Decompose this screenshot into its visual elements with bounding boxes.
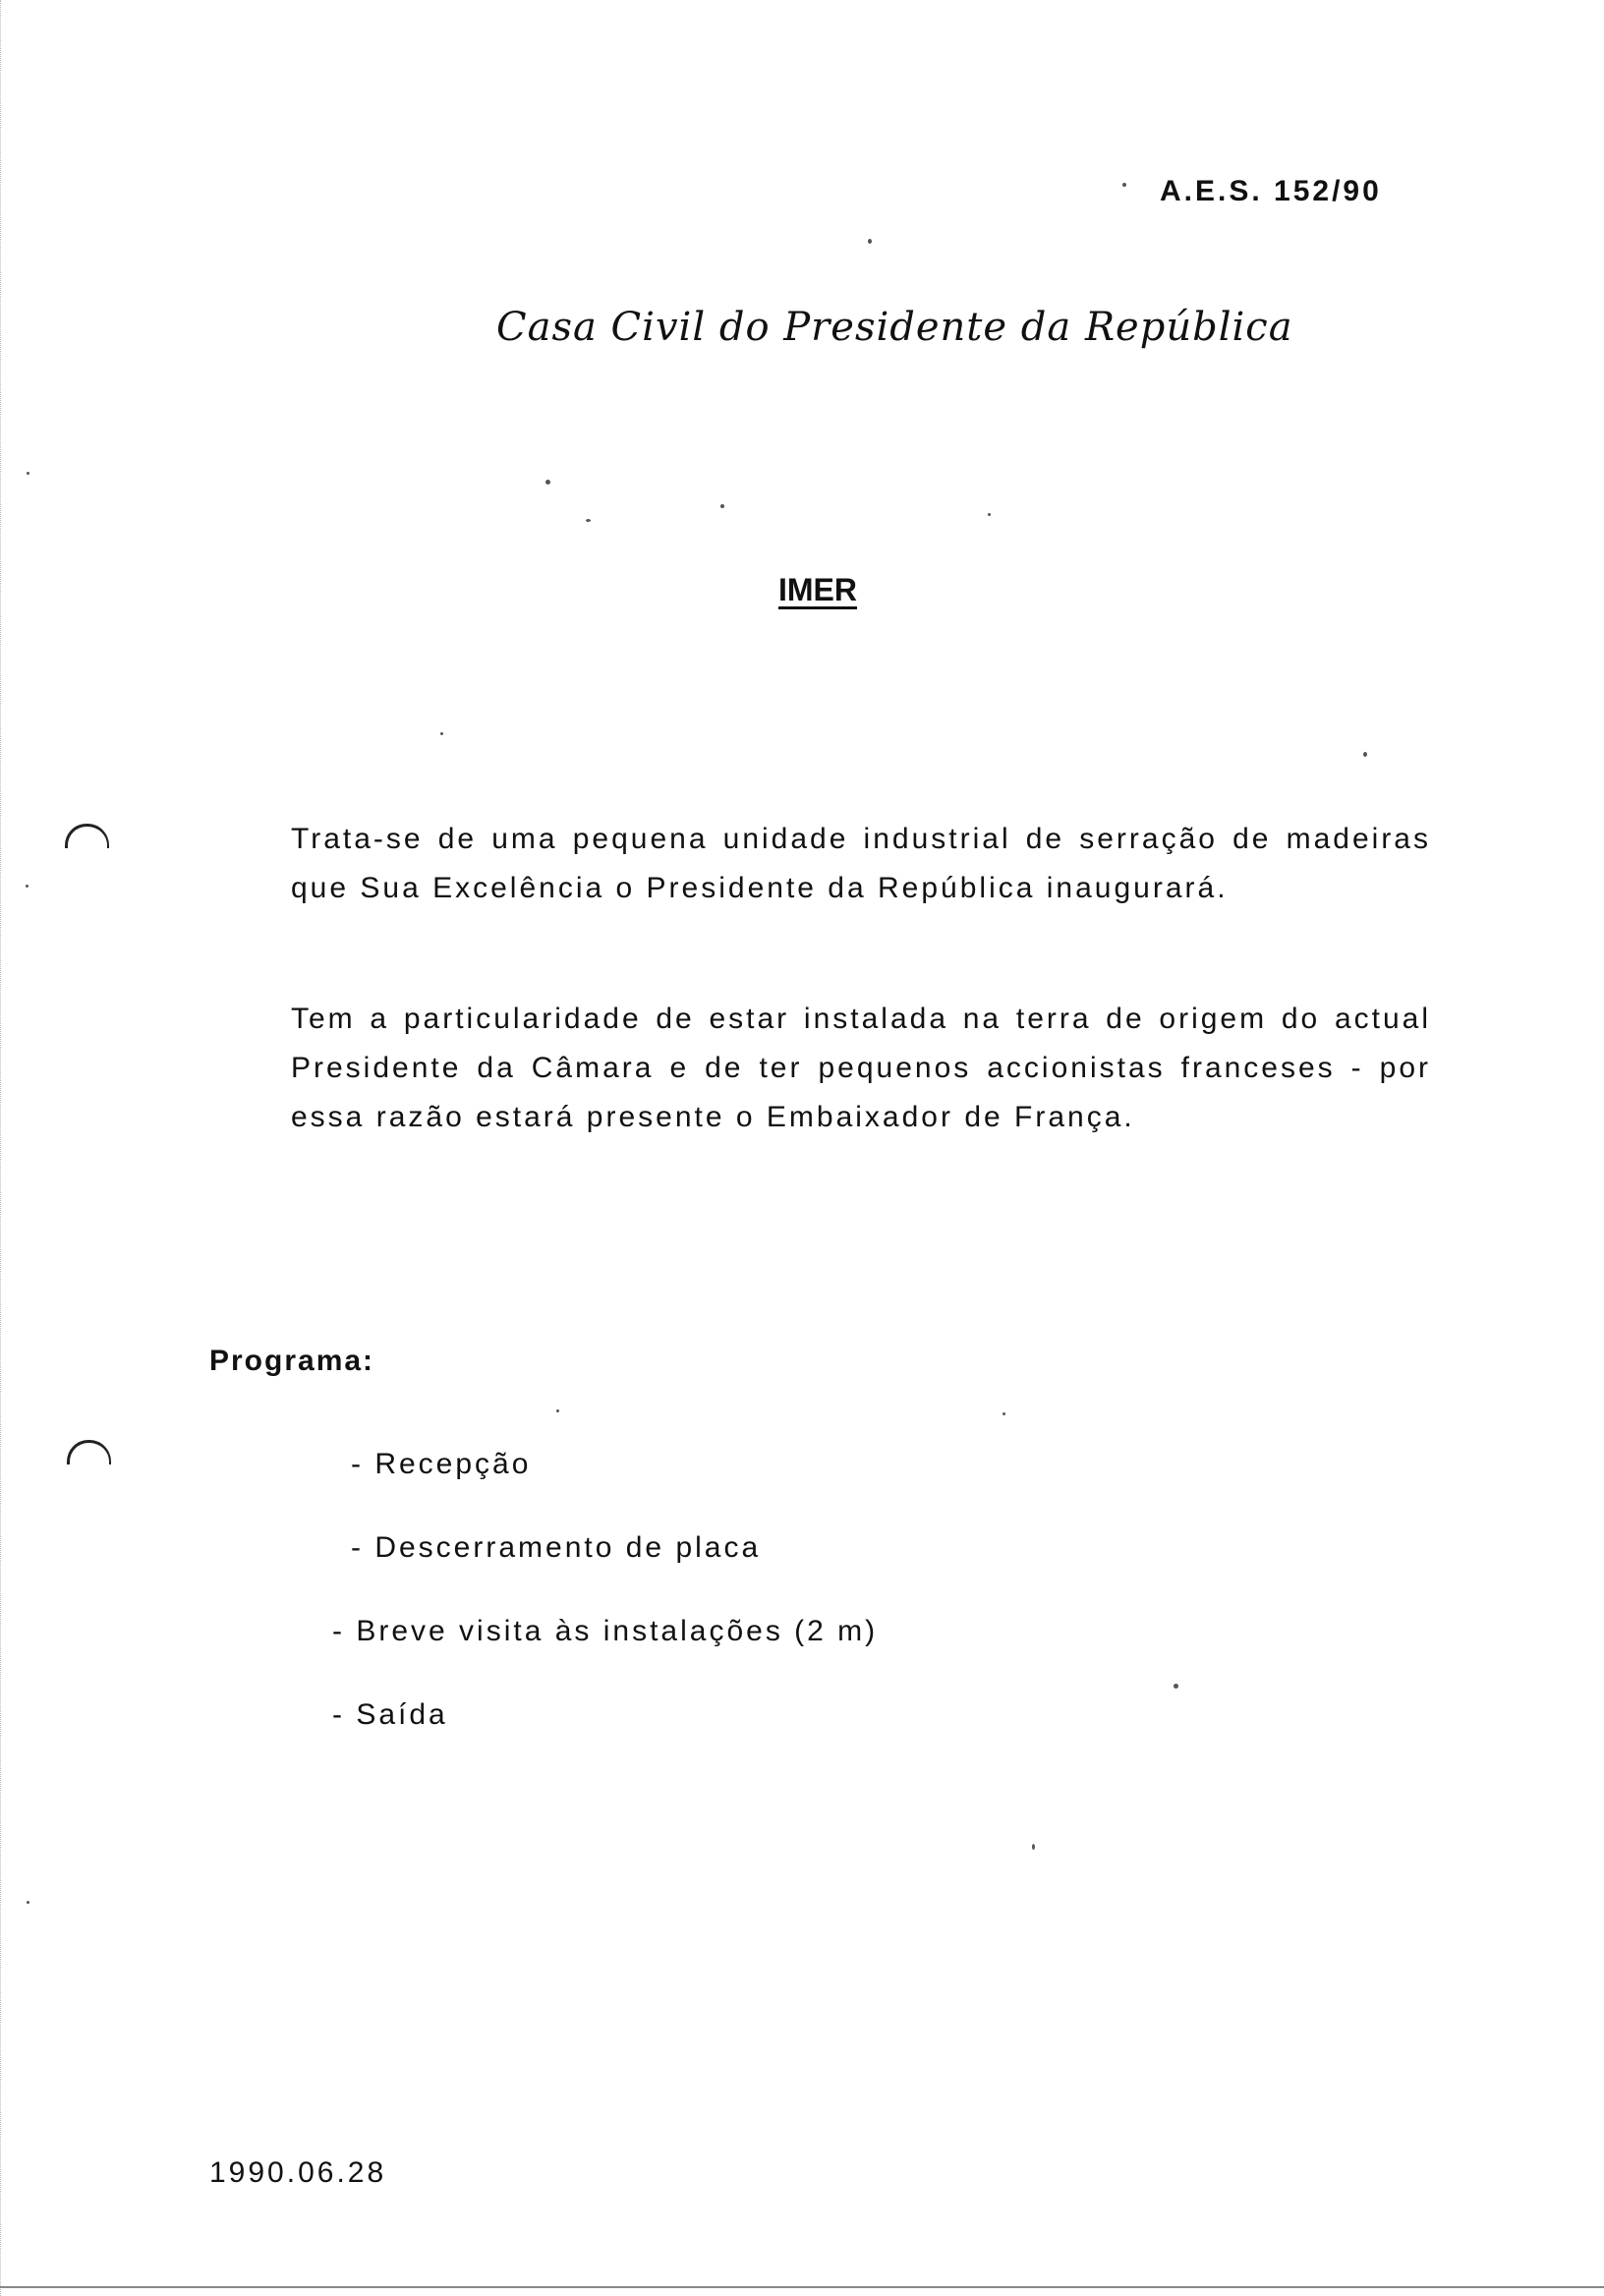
scan-speck [1032,1844,1035,1850]
program-label: Programa: [209,1345,375,1377]
scan-speck [988,513,991,516]
paragraph-2: Tem a particularidade de estar instalada na terra de origem do actual Presidente da Câmara e de ter pequenos accionistas franceses - por essa razão estará presente o Embaixador de França. [291,1003,1431,1133]
punch-hole-mark [67,1440,111,1464]
scan-speck [586,519,591,522]
program-item: - Recepção [351,1448,532,1480]
program-item: - Breve visita às instalações (2 m) [332,1615,879,1647]
scan-edge [0,0,3,2296]
scan-speck [1002,1412,1005,1415]
document-title: IMER [778,572,857,607]
document-date: 1990.06.28 [209,2156,387,2189]
program-item: - Descerramento de placa [351,1531,762,1564]
letterhead: Casa Civil do Presidente da República [496,305,1293,350]
paragraph-1: Trata-se de uma pequena unidade industrial de serração de madeiras que Sua Excelência o Presidente da República inaugurará. [291,823,1431,904]
reference-number: A.E.S. 152/90 [1160,175,1382,207]
scan-speck [545,480,550,485]
scan-speck [556,1409,559,1412]
scan-bottom-edge [0,2286,1604,2288]
scan-speck [27,1901,29,1904]
scan-speck [440,732,443,735]
program-item: - Saída [332,1698,448,1731]
scan-speck [868,239,872,244]
scan-speck [1174,1684,1178,1689]
scan-speck [26,885,29,888]
scan-speck [720,504,724,508]
scan-speck [1363,752,1367,757]
scan-speck [27,472,29,475]
scan-speck [1122,183,1126,187]
punch-hole-mark [65,824,109,848]
